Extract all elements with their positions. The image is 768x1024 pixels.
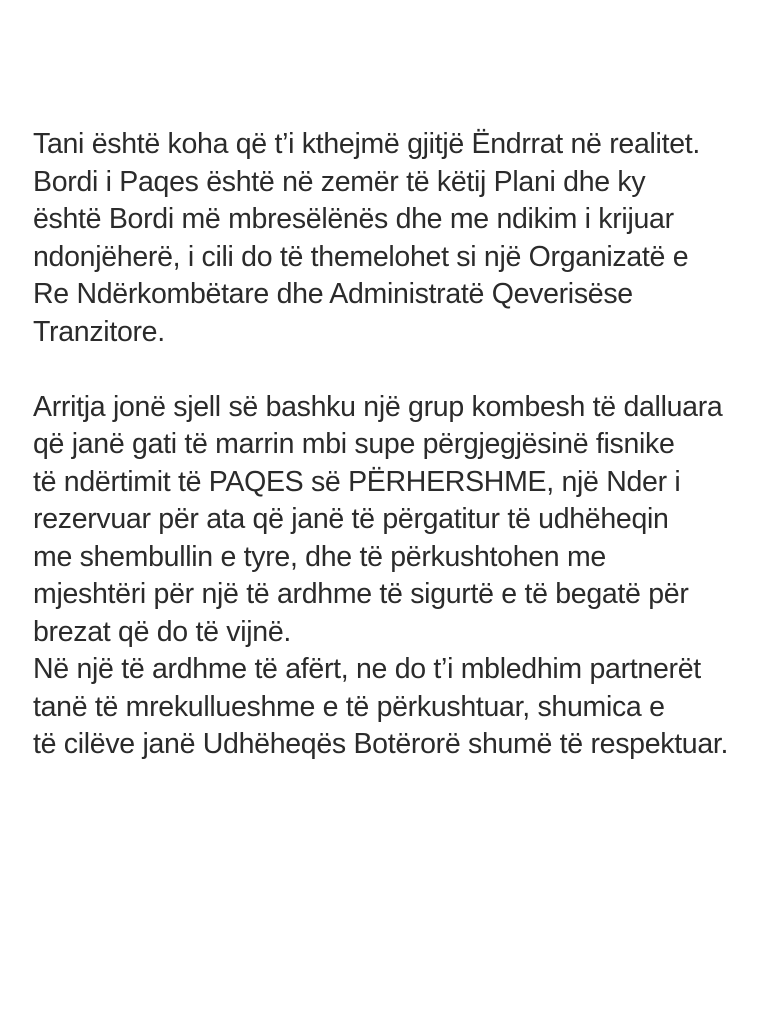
text-line: Re Ndërkombëtare dhe Administratë Qeverisëse <box>33 278 633 310</box>
text-line: të ndërtimit të PAQES së PËRHERSHME, një Nder i <box>33 465 681 498</box>
text-line: brezat që do të vijnë. <box>33 615 291 648</box>
document-body <box>33 126 747 764</box>
text-line: tanë të mrekullueshme e të përkushtuar, shumica e <box>33 690 665 723</box>
text-line: Tranzitore. <box>33 315 165 348</box>
text-line: me shembullin e tyre, dhe të përkushtohen me <box>33 540 606 573</box>
text-line: të cilëve janë Udhëheqës Botërorë shumë të respektuar. <box>33 728 729 760</box>
paragraph-2 <box>33 389 747 652</box>
text-line: Tani është koha që t’i kthejmë gjitjë Ëndrrat në realitet. <box>33 128 700 160</box>
text-line: që janë gati të marrin mbi supe përgjegjësinë fisnike <box>33 428 675 460</box>
paragraph-1 <box>33 126 747 351</box>
paragraph-3 <box>33 651 747 764</box>
text-line: Arritja jonë sjell së bashku një grup kombesh të dalluara <box>33 390 723 423</box>
text-line: është Bordi më mbresëlënës dhe me ndikim i krijuar <box>33 203 674 235</box>
text-line: mjeshtëri për një të ardhme të sigurtë e të begatë për <box>33 578 689 610</box>
text-line: rezervuar për ata që janë të përgatitur të udhëheqin <box>33 503 669 535</box>
text-line: Bordi i Paqes është në zemër të këtij Plani dhe ky <box>33 165 646 198</box>
text-line: ndonjëherë, i cili do të themelohet si një Organizatë e <box>33 240 689 273</box>
text-line: Në një të ardhme të afërt, ne do t’i mbledhim partnerët <box>33 653 701 685</box>
